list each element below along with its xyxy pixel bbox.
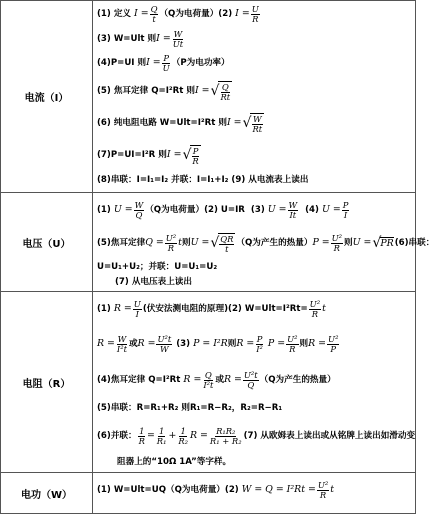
formula-line: (5)焦耳定律 Q = $\frac{\text{U²}}{R}$ t 则 U = √ $\frac{QR}{t}$ （Q为产生的热量） P = $\frac{\text{U²}}{R}$ 则 U = √ PR (6)串联： xyxy=(97,232,434,254)
formula-line: U=U₁+U₂；并联：U=U₁=U₂ xyxy=(97,261,218,272)
category-cell xyxy=(1,292,93,473)
fraction: $\frac{1}{R}$ xyxy=(138,425,145,446)
formula-line: (1) W=Ult=UQ（Q为电荷量）(2) W = Q = I²Rt = $\frac{\text{U²}}{R}$ t xyxy=(97,479,335,500)
fraction: $\frac{W}{\text{I²t}}$ xyxy=(116,333,127,354)
formula-line: (7) 从电压表上读出 xyxy=(115,276,192,287)
formula-line: 阻器上的“10Ω 1A”等字样。 xyxy=(117,456,232,467)
formula-cell xyxy=(93,1,416,193)
category-label: 电功（W） xyxy=(20,489,73,501)
formula-line: (6)并联： $\frac{1}{R}$ = $\frac{1}{\text{R₁}}$ + $\frac{1}{\text{R₂}}$ R = $\frac{\text{R₁R₂}}{\text{R₁ + R₂}}$ (7) 从欧姆表上读出或从铭牌上读出如滑动变 xyxy=(97,425,416,446)
square-root: √ $\frac{Q}{Rt}$ xyxy=(210,81,231,102)
fraction: $\frac{P}{U}$ xyxy=(162,52,170,73)
fraction: $\frac{\text{U²t}}{Q}$ xyxy=(243,369,258,390)
formula-line: (5)串联：R=R₁+R₂ 则R₁=R−R₂，R₂=R−R₁ xyxy=(97,402,283,413)
table-row xyxy=(1,1,416,193)
table-row xyxy=(1,193,416,292)
fraction: $\frac{P}{I}$ xyxy=(342,199,349,220)
category-label: 电阻（R） xyxy=(22,378,71,390)
fraction: $\frac{\text{U²}}{R}$ xyxy=(165,232,177,253)
fraction: $\frac{W}{Q}$ xyxy=(134,199,144,220)
formula-line: (6) 纯电阻电路 W=Ult=I²Rt 则 I = √ $\frac{W}{Rt}$ xyxy=(97,113,263,134)
fraction: $\frac{1}{\text{R₂}}$ xyxy=(178,425,188,446)
category-label: 电压（U） xyxy=(22,238,71,250)
category-cell xyxy=(1,473,93,514)
formula-line: (8)串联：I=I₁=I₂ 并联：I=I₁+I₂ (9) 从电流表上读出 xyxy=(97,174,309,185)
fraction: $\frac{P}{\text{I²}}$ xyxy=(256,333,263,354)
formula-line: (7)P=UI=I²R 则 I = √ $\frac{P}{R}$ xyxy=(97,145,199,166)
fraction: $\frac{U}{R}$ xyxy=(251,3,259,24)
square-root: √ $\frac{W}{Rt}$ xyxy=(242,113,263,134)
formula-line: (5) 焦耳定律 Q=I²Rt 则 I = √ $\frac{Q}{Rt}$ xyxy=(97,81,231,102)
formula-cell xyxy=(93,473,416,514)
fraction: $\frac{W}{Ut}$ xyxy=(172,28,184,49)
category-cell xyxy=(1,1,93,193)
formula-cell xyxy=(93,292,416,473)
formula-line: (1) 定义 I = $\frac{Q}{t}$ （Q为电荷量）(2) I = $\frac{U}{R}$ xyxy=(97,3,259,24)
fraction: $\frac{\text{U²}}{R}$ xyxy=(331,232,343,253)
fraction: $\frac{\text{U²}}{R}$ xyxy=(317,479,329,500)
fraction: $\frac{\text{U²}}{P}$ xyxy=(328,333,339,354)
fraction: $\frac{\text{U²}}{R}$ xyxy=(287,333,298,354)
fraction: $\frac{1}{\text{R₁}}$ xyxy=(156,425,167,446)
square-root: √ PR xyxy=(372,235,394,251)
category-label: 电流（I） xyxy=(24,93,69,104)
category-cell xyxy=(1,193,93,292)
formula-line: (1) R = $\frac{U}{I}$ (伏安法测电阻的原理)(2) W=Ult=I²Rt= $\frac{\text{U²}}{R}$ t xyxy=(97,298,326,319)
fraction: $\frac{\text{R₁R₂}}{\text{R₁ + R₂}}$ xyxy=(209,425,242,446)
fraction: $\frac{Q}{t}$ xyxy=(150,3,158,24)
square-root: √ $\frac{P}{R}$ xyxy=(182,145,199,166)
formula-line: (3) W=Ult 则 I = $\frac{W}{Ut}$ xyxy=(97,28,184,49)
table-row xyxy=(1,292,416,473)
formula-line: (1) U = $\frac{W}{Q}$ （Q为电荷量）(2) U=IR (3) U = $\frac{W}{It}$ (4) U = $\frac{P}{I}$ xyxy=(97,199,349,220)
fraction: $\frac{\text{U²}}{R}$ xyxy=(309,298,321,319)
formula-line: (4)P=UI 则 I = $\frac{P}{U}$ （P为电功率） xyxy=(97,52,230,73)
formula-line: (4)焦耳定律 Q=I²Rt R = $\frac{Q}{\text{I²t}}$ 或 R = $\frac{\text{U²t}}{Q}$ （Q为产生的热量） xyxy=(97,369,336,390)
formula-line: R = $\frac{W}{\text{I²t}}$ 或 R = $\frac{\text{U²t}}{W}$ (3) P = I²R 则 R = $\frac{P}{\text{I²}}$ P = $\frac{\text{U²}}{R}$ 则 R = $\frac{\text{U²}}{P}$ xyxy=(97,333,339,354)
table-row xyxy=(1,473,416,514)
fraction: $\frac{\text{U²t}}{W}$ xyxy=(157,333,172,354)
formula-cell xyxy=(93,193,434,292)
square-root: √ $\frac{QR}{t}$ xyxy=(210,233,234,254)
fraction: $\frac{U}{I}$ xyxy=(133,298,141,319)
fraction: $\frac{Q}{\text{I²t}}$ xyxy=(203,369,214,390)
fraction: $\frac{W}{It}$ xyxy=(288,199,298,220)
